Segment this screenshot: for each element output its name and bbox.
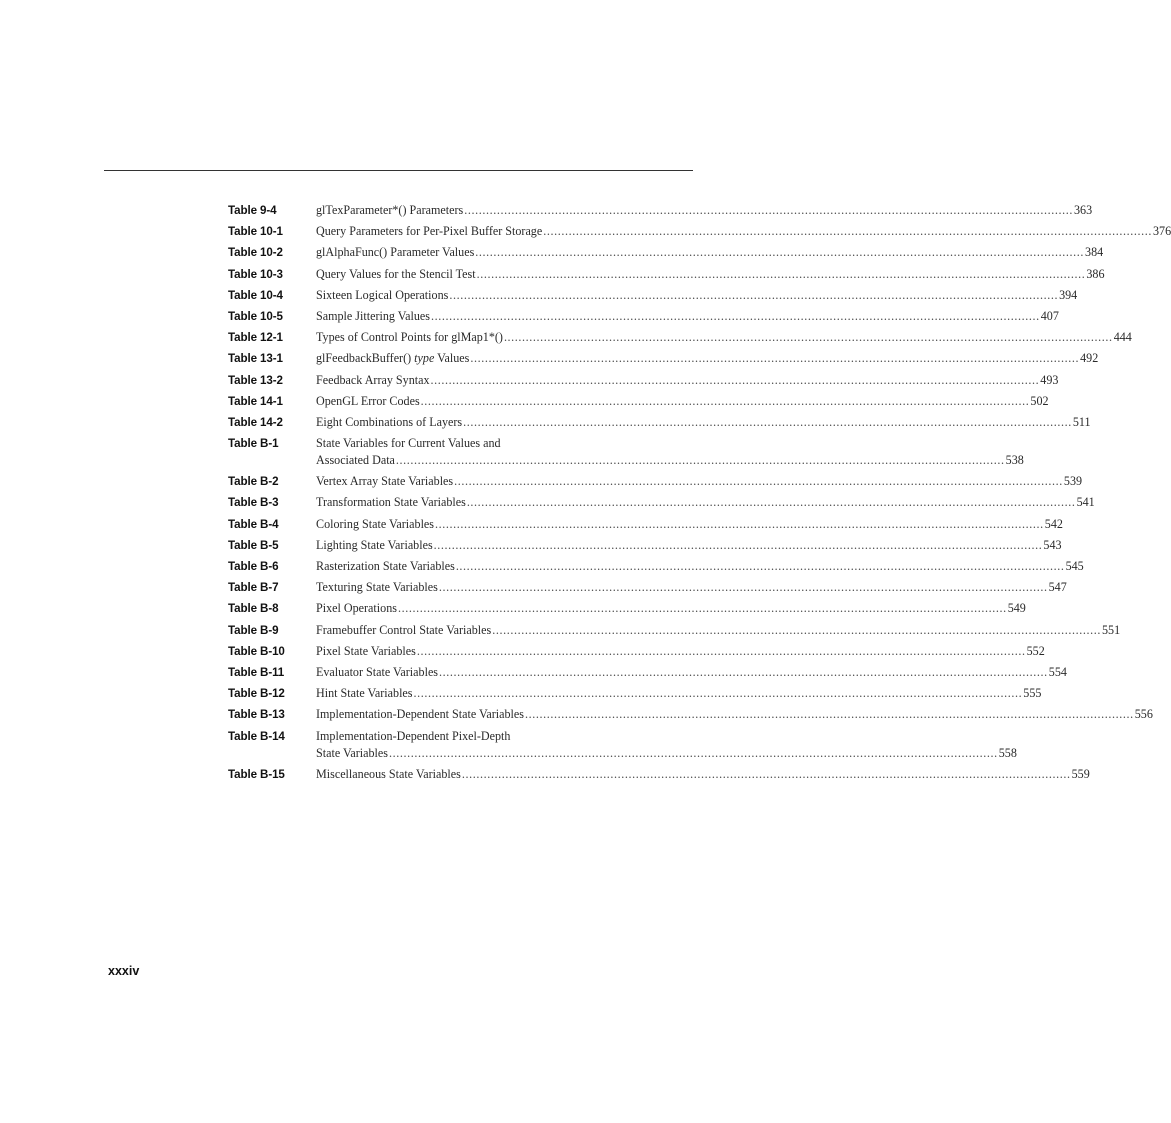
toc-entry-label: Table B-1 bbox=[228, 437, 279, 451]
dot-leader bbox=[462, 766, 1071, 783]
toc-entry-title: Texturing State Variables bbox=[316, 580, 438, 595]
dot-leader bbox=[525, 706, 1134, 723]
toc-entry[interactable] bbox=[228, 643, 1045, 660]
dot-leader bbox=[396, 452, 1005, 469]
toc-entry[interactable] bbox=[228, 308, 1059, 325]
dot-leader bbox=[431, 372, 1040, 389]
toc-entry-title: Implementation-Dependent State Variables bbox=[316, 707, 524, 722]
toc-entry-page: 502 bbox=[1030, 393, 1049, 408]
dot-leader bbox=[463, 414, 1072, 431]
toc-entry[interactable] bbox=[228, 706, 1153, 723]
toc-entry-title: Pixel State Variables bbox=[316, 643, 416, 658]
toc-entry-label: Table B-5 bbox=[228, 538, 279, 552]
toc-entry-page: 543 bbox=[1043, 537, 1062, 552]
dot-leader bbox=[467, 494, 1076, 511]
toc-entry-page: 558 bbox=[998, 745, 1017, 760]
dot-leader bbox=[464, 202, 1073, 219]
toc-entry[interactable] bbox=[228, 537, 1062, 554]
toc-entry-page: 549 bbox=[1007, 601, 1026, 616]
toc-entry-page: 551 bbox=[1101, 622, 1121, 637]
dot-leader bbox=[434, 537, 1043, 554]
toc-entry-body bbox=[316, 266, 1104, 283]
toc-entry-page: 444 bbox=[1113, 330, 1132, 345]
dot-leader bbox=[417, 643, 1026, 660]
toc-entry[interactable] bbox=[228, 494, 1095, 511]
toc-entry[interactable] bbox=[228, 766, 1090, 783]
toc-entry-body bbox=[316, 244, 1103, 261]
toc-entry-label: Table B-9 bbox=[228, 623, 279, 637]
toc-entry-label: Table B-6 bbox=[228, 560, 279, 573]
toc-entry[interactable] bbox=[228, 266, 1105, 283]
toc-entry[interactable] bbox=[228, 329, 1132, 346]
toc-entry-page: 539 bbox=[1063, 474, 1083, 489]
toc-entry-body bbox=[316, 600, 1026, 617]
toc-entry-body bbox=[316, 202, 1092, 219]
toc-entry-page: 363 bbox=[1073, 203, 1093, 217]
toc-entry-label: Table B-8 bbox=[228, 602, 279, 616]
toc-entry-page: 511 bbox=[1072, 414, 1091, 429]
toc-entry-label: Table B-12 bbox=[228, 687, 285, 701]
toc-entry-label: Table B-10 bbox=[228, 644, 285, 658]
dot-leader bbox=[414, 685, 1023, 702]
toc-entry-body bbox=[316, 728, 1017, 762]
toc-entry[interactable] bbox=[228, 435, 1024, 469]
toc-entry-body bbox=[316, 766, 1090, 783]
toc-entry-title bbox=[316, 350, 469, 367]
toc-entry-body bbox=[316, 494, 1095, 511]
toc-entry-page: 554 bbox=[1048, 664, 1067, 679]
toc-entry-body bbox=[316, 308, 1059, 325]
toc-entry-title: State Variables bbox=[316, 745, 388, 760]
toc-entry-label: Table 14-1 bbox=[228, 394, 283, 408]
dot-leader bbox=[504, 329, 1113, 346]
toc-entry-body bbox=[316, 643, 1045, 660]
toc-entry-title: Eight Combinations of Layers bbox=[316, 414, 463, 429]
toc-entry-label: Table 14-2 bbox=[228, 415, 283, 429]
toc-entry-title: Coloring State Variables bbox=[316, 516, 435, 531]
toc-entry-label: Table 10-5 bbox=[228, 309, 283, 323]
toc-entry-body bbox=[316, 287, 1077, 304]
dot-leader bbox=[449, 287, 1058, 304]
dot-leader bbox=[398, 600, 1007, 617]
toc-entry-title-line1: Implementation-Dependent Pixel-Depth bbox=[316, 728, 511, 743]
toc-entry-title: Lighting State Variables bbox=[316, 537, 433, 552]
dot-leader bbox=[475, 244, 1084, 261]
dot-leader bbox=[454, 473, 1063, 490]
toc-entry-body bbox=[316, 350, 1098, 367]
toc-entry-page: 541 bbox=[1076, 495, 1095, 510]
toc-entry-title: glTexParameter*() Parameters bbox=[316, 203, 464, 217]
toc-entry-body bbox=[316, 414, 1091, 431]
toc-entry-title: Miscellaneous State Variables bbox=[316, 766, 461, 781]
toc-entry-body bbox=[316, 329, 1132, 346]
toc-entry-label: Table B-3 bbox=[228, 496, 279, 510]
list-of-tables bbox=[228, 202, 1171, 787]
toc-entry[interactable] bbox=[228, 664, 1067, 681]
toc-entry-title: Hint State Variables bbox=[316, 686, 413, 701]
toc-entry-title: Query Values for the Stencil Test bbox=[316, 266, 476, 281]
toc-entry-page: 542 bbox=[1044, 516, 1063, 531]
toc-entry[interactable] bbox=[228, 516, 1063, 533]
toc-entry-page: 493 bbox=[1040, 372, 1059, 387]
toc-entry[interactable] bbox=[228, 350, 1099, 367]
toc-entry-label: Table B-11 bbox=[228, 665, 285, 679]
dot-leader bbox=[431, 308, 1040, 325]
toc-entry-body bbox=[316, 223, 1171, 240]
toc-entry-title-line1: State Variables for Current Values and bbox=[316, 436, 501, 451]
toc-entry-page: 547 bbox=[1048, 580, 1067, 595]
toc-entry-title: Associated Data bbox=[316, 453, 395, 468]
toc-entry-label: Table B-4 bbox=[228, 517, 279, 531]
toc-entry-body bbox=[316, 706, 1153, 723]
toc-entry-label: Table B-15 bbox=[228, 767, 285, 781]
toc-entry-title: glAlphaFunc() Parameter Values bbox=[316, 245, 475, 260]
toc-entry-body bbox=[316, 516, 1063, 533]
toc-entry-label: Table 13-2 bbox=[228, 373, 283, 387]
toc-entry-body bbox=[316, 393, 1049, 410]
toc-entry-page: 555 bbox=[1023, 686, 1042, 701]
toc-entry-page: 394 bbox=[1059, 287, 1078, 302]
toc-entry-label: Table B-2 bbox=[228, 475, 279, 489]
toc-entry-title: Transformation State Variables bbox=[316, 495, 466, 510]
toc-entry-label: Table 12-1 bbox=[228, 331, 283, 345]
dot-leader bbox=[470, 350, 1079, 367]
toc-entry[interactable] bbox=[228, 244, 1104, 261]
toc-entry-body bbox=[316, 372, 1058, 389]
toc-entry-page: 386 bbox=[1086, 266, 1105, 281]
toc-entry-title: Query Parameters for Per-Pixel Buffer Storage bbox=[316, 224, 543, 239]
toc-entry-page: 376 bbox=[1152, 224, 1171, 239]
toc-entry[interactable] bbox=[228, 287, 1078, 304]
toc-entry[interactable] bbox=[228, 473, 1083, 490]
toc-entry-page: 384 bbox=[1085, 245, 1104, 260]
dot-leader bbox=[439, 579, 1048, 596]
toc-entry-page: 559 bbox=[1071, 766, 1090, 781]
dot-leader bbox=[492, 622, 1101, 639]
toc-entry[interactable] bbox=[228, 579, 1067, 596]
toc-entry[interactable] bbox=[228, 414, 1091, 431]
toc-entry-body bbox=[316, 537, 1062, 554]
toc-entry-label: Table B-7 bbox=[228, 581, 279, 595]
toc-entry-label: Table B-14 bbox=[228, 729, 285, 743]
toc-entry-page: 545 bbox=[1065, 559, 1084, 573]
toc-entry[interactable] bbox=[228, 393, 1049, 410]
toc-entry-page: 556 bbox=[1134, 707, 1153, 722]
toc-entry-label: Table B-13 bbox=[228, 708, 285, 722]
toc-entry-page: 552 bbox=[1026, 643, 1045, 658]
toc-entry[interactable] bbox=[228, 223, 1171, 240]
toc-entry-body bbox=[316, 685, 1041, 702]
toc-entry-page: 492 bbox=[1080, 351, 1099, 366]
toc-entry-label: Table 10-2 bbox=[228, 246, 283, 260]
toc-entry-body bbox=[316, 473, 1082, 490]
toc-entry-body bbox=[316, 664, 1067, 681]
dot-leader bbox=[543, 223, 1152, 240]
toc-entry-title: OpenGL Error Codes bbox=[316, 393, 420, 408]
toc-entry[interactable] bbox=[228, 202, 1093, 219]
toc-entry-title-part: Values bbox=[434, 351, 470, 366]
toc-entry-title: Vertex Array State Variables bbox=[316, 474, 454, 489]
toc-entry-title: Sixteen Logical Operations bbox=[316, 287, 449, 302]
dot-leader bbox=[435, 516, 1044, 533]
toc-entry-title: Framebuffer Control State Variables bbox=[316, 622, 492, 637]
toc-entry-label: Table 10-4 bbox=[228, 288, 283, 302]
toc-entry-label: Table 10-1 bbox=[228, 225, 283, 239]
toc-entry-title: Feedback Array Syntax bbox=[316, 372, 430, 387]
dot-leader bbox=[439, 664, 1048, 681]
toc-entry-body bbox=[316, 558, 1084, 575]
dot-leader bbox=[421, 393, 1030, 410]
toc-entry-title-part: type bbox=[414, 351, 435, 366]
dot-leader bbox=[477, 266, 1086, 283]
toc-entry-title: Types of Control Points for glMap1*() bbox=[316, 330, 503, 345]
toc-entry-body bbox=[316, 579, 1067, 596]
dot-leader bbox=[456, 558, 1065, 575]
toc-entry-title: Pixel Operations bbox=[316, 601, 397, 616]
page-number: xxxiv bbox=[108, 964, 140, 978]
toc-entry[interactable] bbox=[228, 558, 1084, 575]
toc-entry-label: Table 9-4 bbox=[228, 204, 277, 217]
toc-entry-body bbox=[316, 435, 1024, 469]
toc-entry[interactable] bbox=[228, 372, 1059, 389]
toc-entry-page: 407 bbox=[1040, 308, 1059, 323]
toc-entry-label: Table 10-3 bbox=[228, 267, 283, 281]
toc-entry-title: Rasterization State Variables bbox=[316, 559, 455, 573]
toc-entry[interactable] bbox=[228, 600, 1026, 617]
toc-entry-title-part: glFeedbackBuffer() bbox=[316, 351, 415, 366]
toc-entry-page: 538 bbox=[1005, 453, 1024, 468]
toc-entry-body bbox=[316, 622, 1120, 639]
toc-entry[interactable] bbox=[228, 728, 1017, 762]
toc-entry[interactable] bbox=[228, 685, 1042, 702]
toc-entry-label: Table 13-1 bbox=[228, 352, 283, 366]
dot-leader bbox=[389, 745, 998, 762]
toc-entry-title: Sample Jittering Values bbox=[316, 308, 430, 323]
header-rule bbox=[104, 170, 693, 171]
toc-entry-title: Evaluator State Variables bbox=[316, 664, 439, 679]
toc-entry[interactable] bbox=[228, 622, 1121, 639]
